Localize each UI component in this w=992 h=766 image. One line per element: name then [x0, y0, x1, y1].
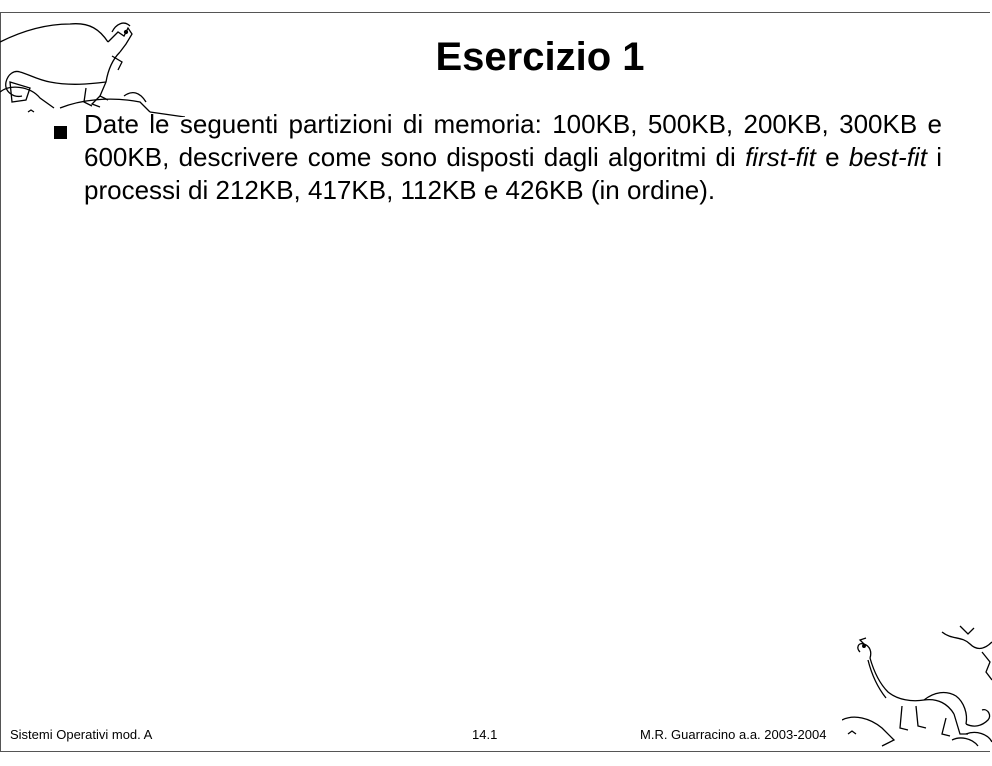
exercise-text-part3: i processi di 212KB, 417KB, 112KB e 426KB (in ordine). [84, 142, 942, 205]
best-fit-term: best-fit [848, 142, 927, 172]
bullet-square-icon [54, 126, 67, 139]
exercise-text [84, 108, 942, 207]
first-fit-term: first-fit [745, 142, 816, 172]
footer-course: Sistemi Operativi mod. A [10, 727, 153, 742]
slide-title: Esercizio 1 [435, 35, 645, 79]
footer-author: M.R. Guarracino a.a. 2003-2004 [640, 727, 827, 742]
dinosaur-bottom-right-icon [842, 622, 992, 752]
dinosaur-top-left-icon [0, 12, 185, 117]
exercise-text-part1: Date le seguenti partizioni di memoria: 100KB, 500KB, 200KB, 300KB e 600KB, descrivere come sono disposti dagli algoritmi di [84, 109, 942, 172]
exercise-text-part2: e [815, 142, 849, 172]
footer-page-number: 14.1 [472, 727, 498, 742]
